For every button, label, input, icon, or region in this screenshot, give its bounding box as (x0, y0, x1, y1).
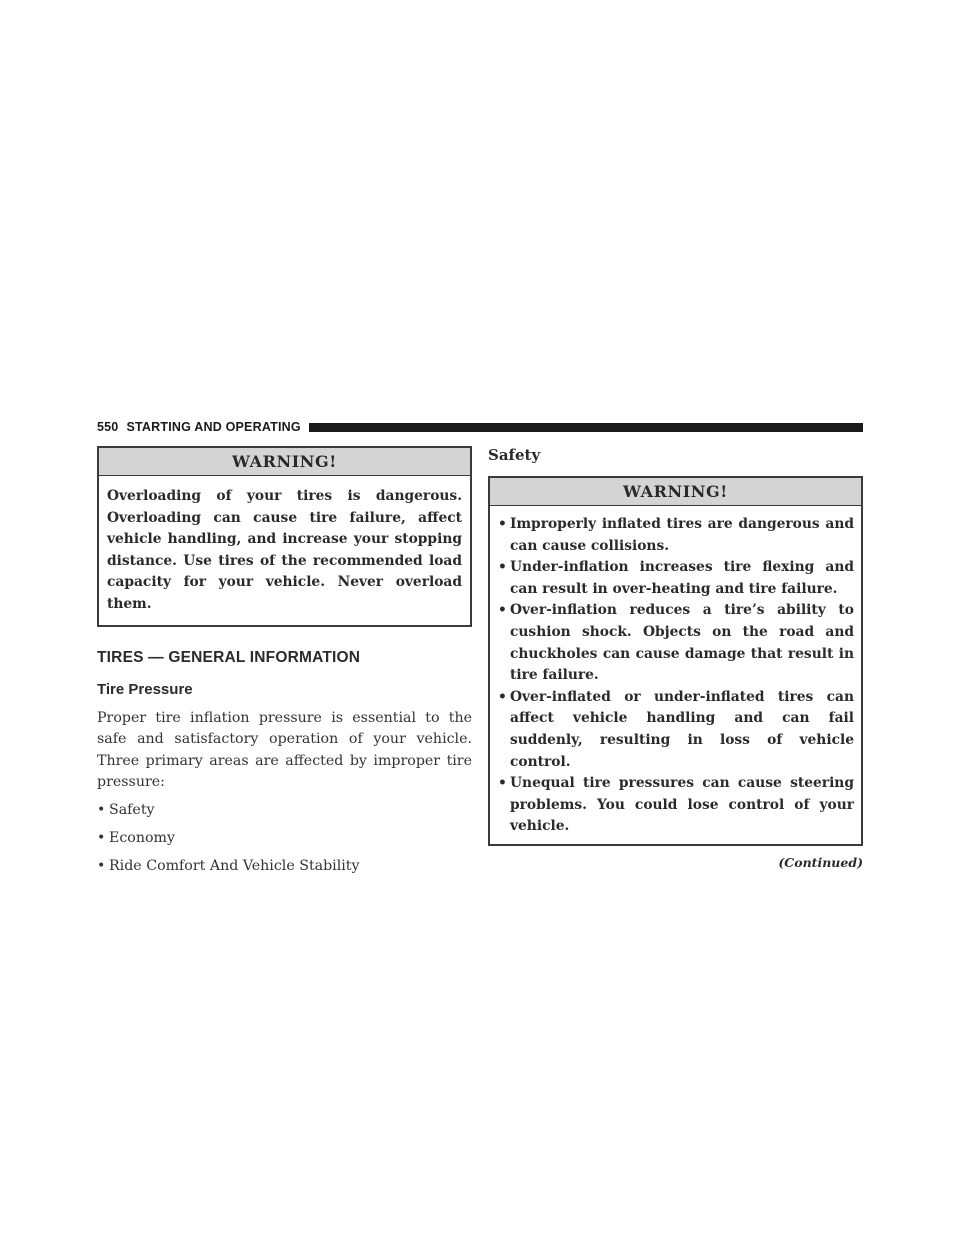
overload-warning-box (97, 446, 472, 627)
warning-title: WARNING! (99, 448, 470, 476)
continued-note: (Continued) (778, 854, 863, 870)
list-item: • Over-inflated or under-inflated tires can affect vehicle handling and can fail suddenly, resulting in loss of vehicle control. (498, 687, 854, 773)
bullet-icon: • (97, 830, 106, 847)
warning-title: WARNING! (490, 478, 861, 506)
page-header (97, 419, 863, 435)
affected-areas-list (97, 800, 472, 878)
list-item: • Unequal tire pressures can cause steering problems. You could lose control of your vehicle. (498, 773, 854, 838)
safety-heading: Safety (488, 446, 541, 464)
warning-list (490, 506, 861, 844)
list-item: • Under-inflation increases tire flexing and can result in over-heating and tire failure. (498, 557, 854, 600)
body-paragraph: Proper tire inflation pressure is essential to the safe and satisfactory operation of your vehicle. Three primary areas are affected by improper tire pressure: (97, 709, 472, 791)
bullet-icon: • (498, 775, 507, 792)
right-column (488, 446, 863, 870)
bullet-icon: • (498, 602, 507, 619)
list-item: • Economy (97, 828, 472, 850)
list-item: • Over-inflation reduces a tire’s ability to cushion shock. Objects on the road and chuckholes can cause damage that result in tire failure. (498, 600, 854, 686)
list-item: • Safety (97, 800, 472, 822)
bullet-icon: • (498, 688, 507, 705)
header-rule (309, 423, 863, 432)
section-heading: TIRES — GENERAL INFORMATION (97, 648, 361, 666)
list-item: • Improperly inflated tires are dangerous and can cause collisions. (498, 514, 854, 557)
section-title: STARTING AND OPERATING (126, 420, 301, 434)
bullet-icon: • (498, 516, 507, 532)
left-column (97, 446, 472, 884)
page-number: 550 (97, 420, 119, 434)
subsection-heading: Tire Pressure (97, 680, 193, 698)
safety-warning-box (488, 476, 863, 846)
warning-text: Overloading of your tires is dangerous. Overloading can cause tire failure, affect vehicle handling, and increase your stopping distance. Use tires of the recommended load capacity for your vehicle. Never overload them. (107, 488, 462, 612)
bullet-icon: • (97, 801, 106, 818)
bullet-icon: • (498, 559, 507, 576)
list-item: • Ride Comfort And Vehicle Stability (97, 856, 472, 878)
bullet-icon: • (97, 858, 106, 875)
